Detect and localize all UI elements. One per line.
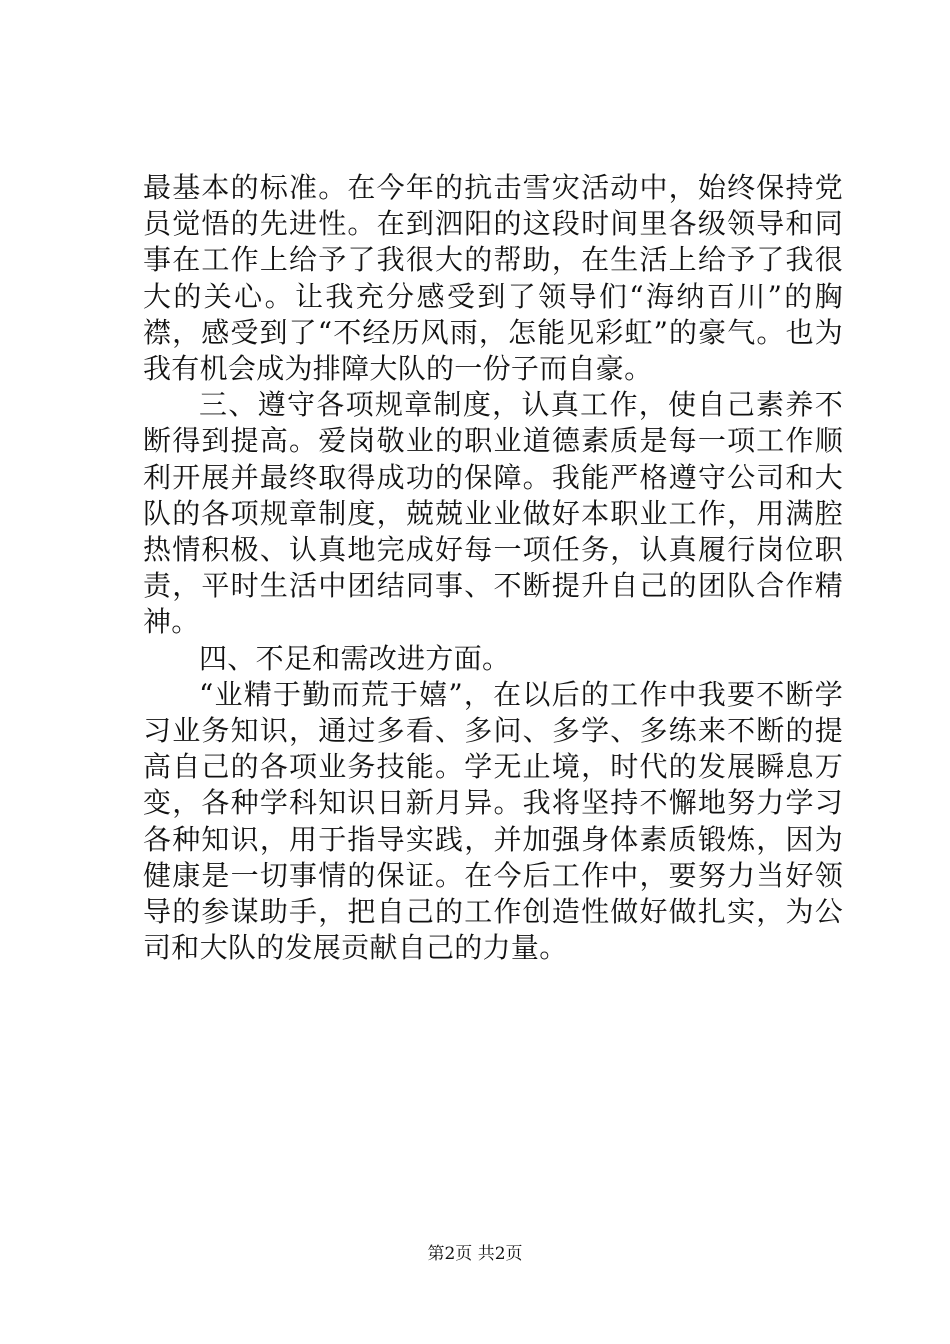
paragraph-continuation: 最基本的标准。在今年的抗击雪灾活动中，始终保持党员觉悟的先进性。在到泗阳的这段时间里各级领导和同事在工作上给予了我很大的帮助，在生活上给予了我很大的关心。让我充分感受到了领导们“海纳百川”的胸襟，感受到了“不经历风雨，怎能见彩虹”的豪气。也为我有机会成为排障大队的一份子而自豪。: [143, 171, 843, 386]
page-number-footer: 第2页 共2页: [427, 1244, 523, 1264]
paragraph-section-four-heading: 四、不足和需改进方面。: [199, 641, 511, 675]
paragraph-section-three: 三、遵守各项规章制度，认真工作，使自己素养不断得到提高。爱岗敬业的职业道德素质是每一项工作顺利开展并最终取得成功的保障。我能严格遵守公司和大队的各项规章制度，兢兢业业做好本职业工作，用满腔热情积极、认真地完成好每一项任务，认真履行岗位职责，平时生活中团结同事、不断提升自己的团队合作精神。: [143, 388, 843, 639]
paragraph-improvement: “业精于勤而荒于嬉”，在以后的工作中我要不断学习业务知识，通过多看、多问、多学、多练来不断的提高自己的各项业务技能。学无止境，时代的发展瞬息万变，各种学科知识日新月异。我将坚持不懈地努力学习各种知识，用于指导实践，并加强身体素质锻炼，因为健康是一切事情的保证。在今后工作中，要努力当好领导的参谋助手，把自己的工作创造性做好做扎实，为公司和大队的发展贡献自己的力量。: [143, 677, 843, 965]
document-body: [143, 170, 843, 966]
